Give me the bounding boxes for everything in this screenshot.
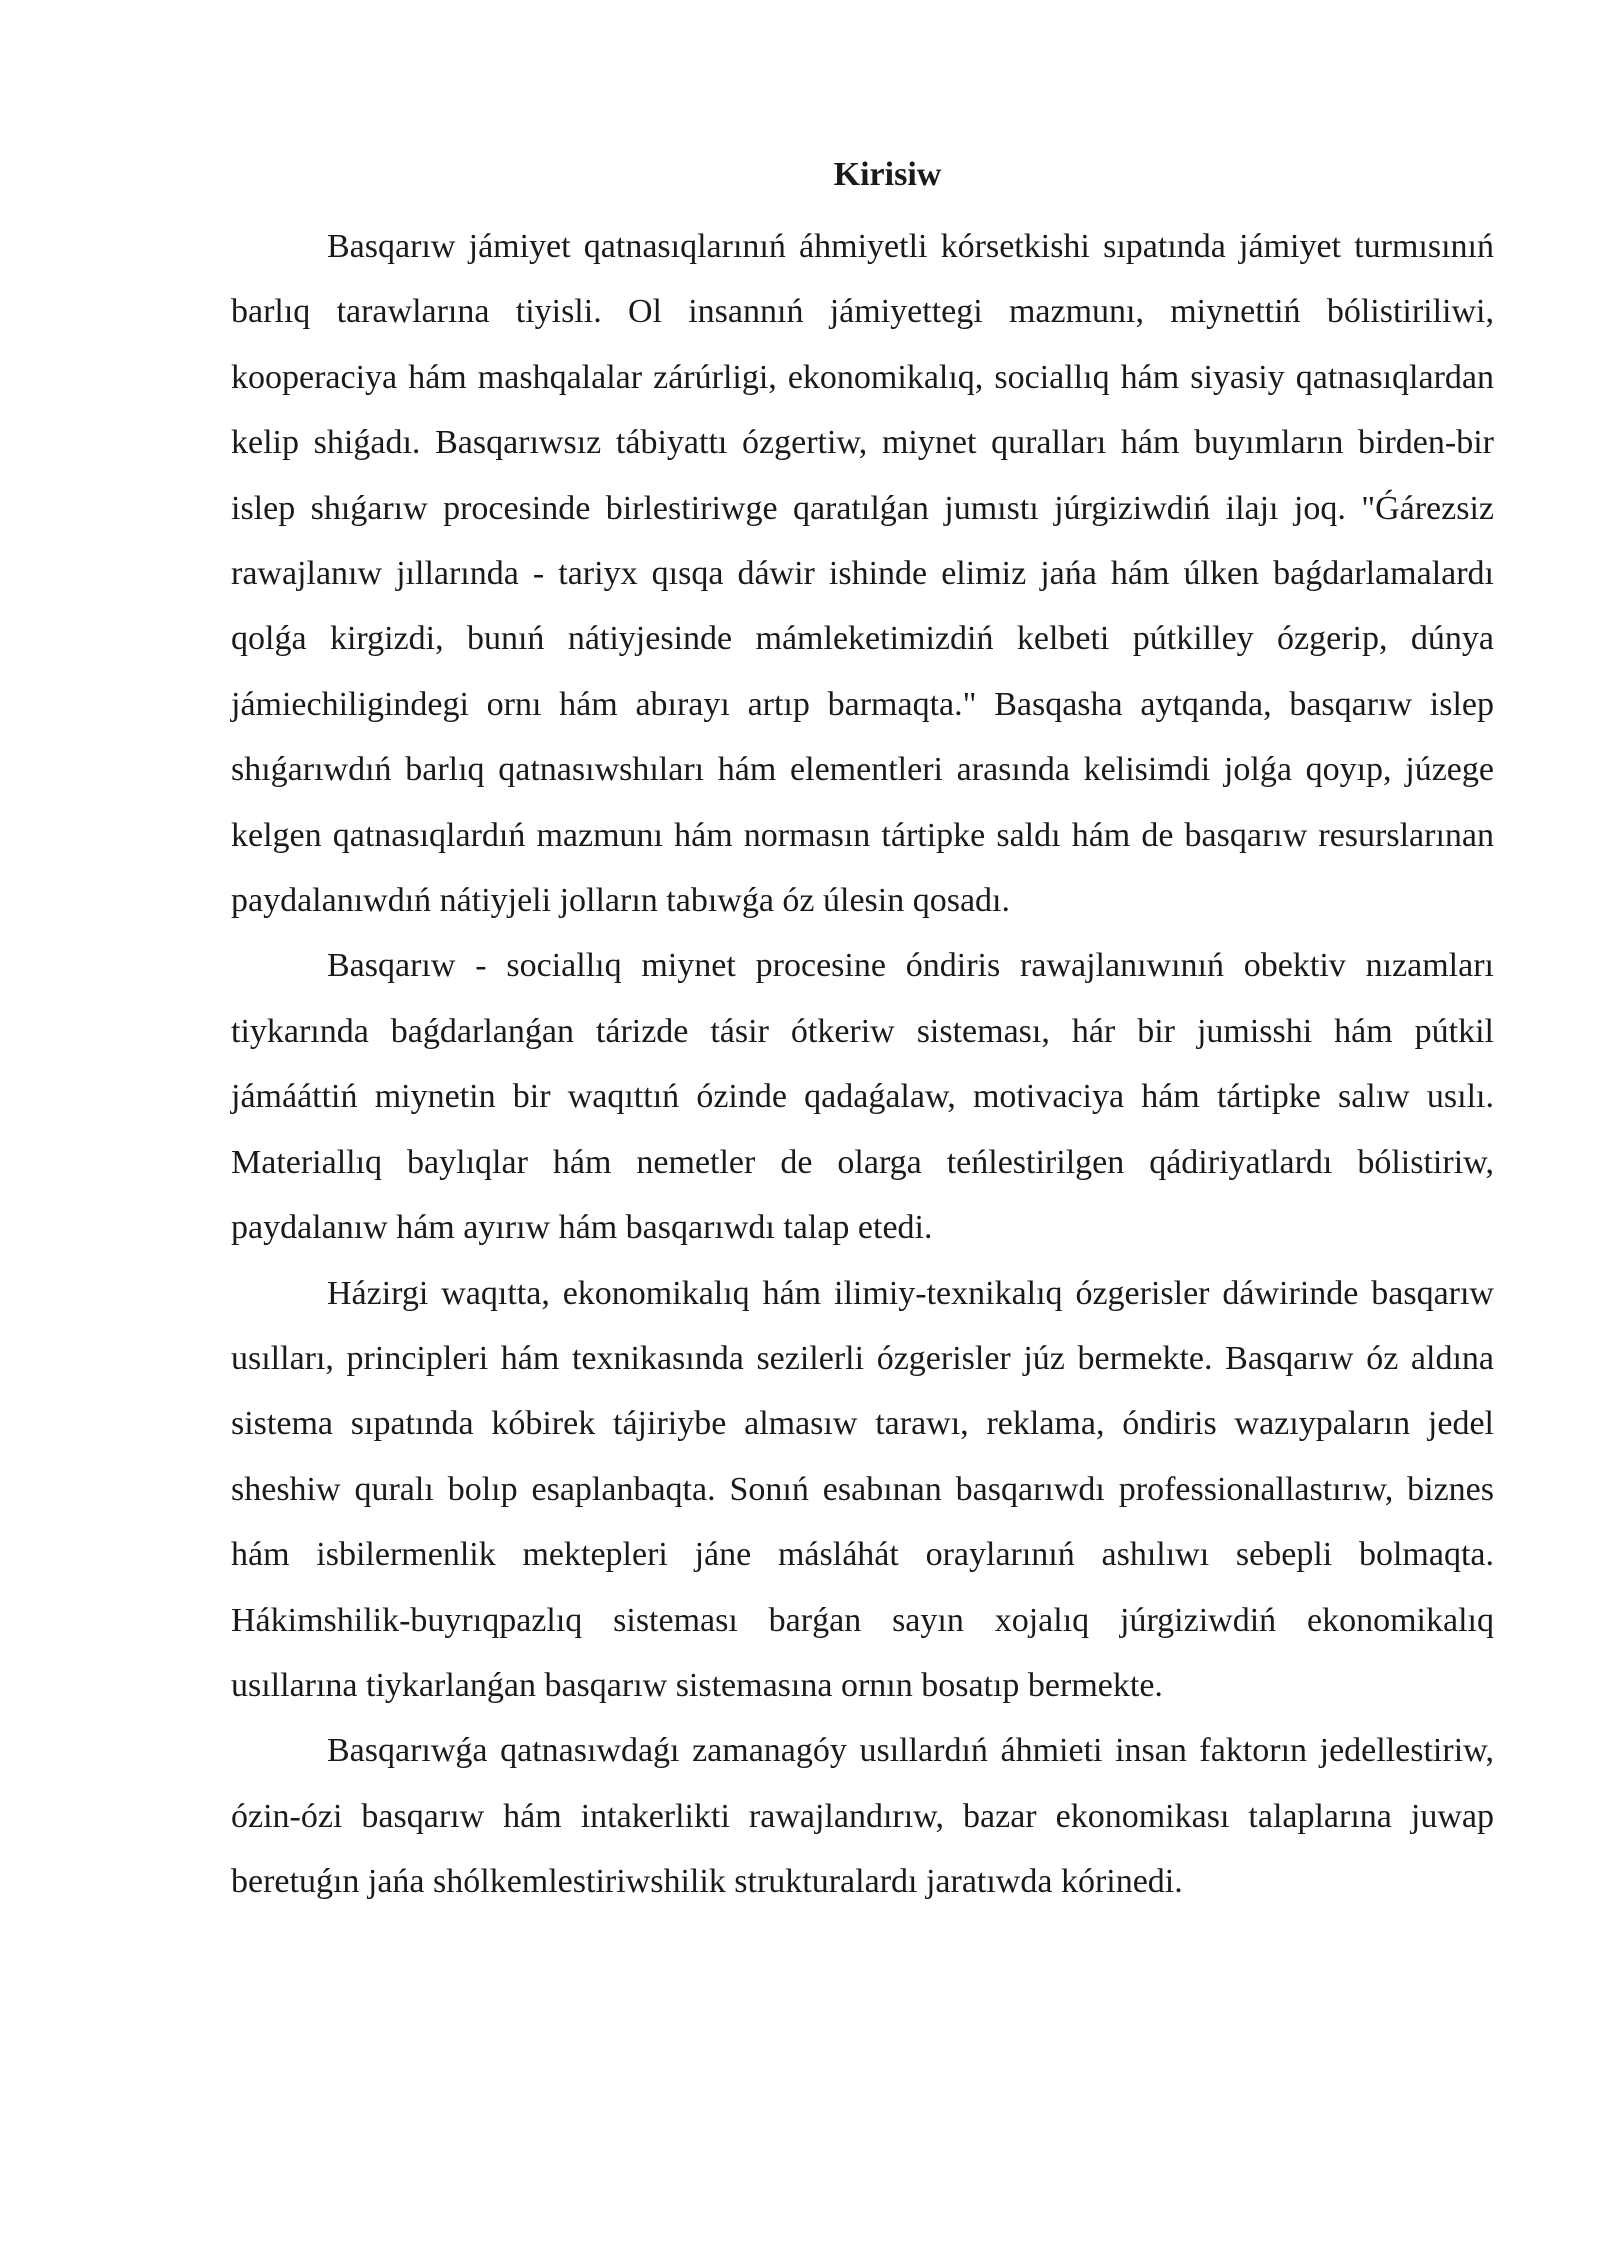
paragraph-1: Basqarıw jámiyet qatnasıqlarınıń áhmiyetli kórsetkishi sıpatında jámiyet turmısınıń barlıq tarawlarına tiyisli. Ol insannıń jámiyettegi mazmunı, miynettiń bólistiriliwi, kooperaciya hám mashqalalar zárúrligi, ekonomikalıq, sociallıq hám siyasiy qatnasıqlardan kelip shiǵadı. Basqarıwsız tábiyattı ózgertiw, miynet quralları hám buyımların birden-bir islep shıǵarıw procesinde birlestiriwge qaratılǵan jumıstı júrgiziwdiń ilajı joq. "Ǵárezsiz rawajlanıw jıllarında - tariyx qısqa dáwir ishinde elimiz jańa hám úlken baǵdarlamalardı qolǵa kirgizdi, bunıń nátiyjesinde mámleketimizdiń kelbeti pútkilley ózgerip, dúnya jámiechiligindegi ornı hám abırayı artıp barmaqta." Basqasha aytqanda, basqarıw islep shıǵarıwdıń barlıq qatnasıwshıları hám elementleri arasında kelisimdi jolǵa qoyıp, júzege kelgen qatnasıqlardıń mazmunı hám normasın tártipke saldı hám de basqarıw resurslarınan paydalanıwdıń nátiyjeli jolların tabıwǵa óz úlesin qosadı. xyxy=(231,228,1494,920)
document-page xyxy=(231,148,1494,1915)
paragraph-2: Basqarıw - sociallıq miynet procesine óndiris rawajlanıwınıń obektiv nızamları tiykarında baǵdarlanǵan tárizde tásir ótkeriw sisteması, hár bir jumisshi hám pútkil jámááttiń miynetin bir waqıttıń ózinde qadaǵalaw, motivaciya hám tártipke salıw usılı. Materiallıq baylıqlar hám nemetler de olarga teńlestirilgen qádiriyatlardı bólistiriw, paydalanıw hám ayırıw hám basqarıwdı talap etedi. xyxy=(231,947,1494,1247)
paragraph-4: Basqarıwǵa qatnasıwdaǵı zamanagóy usıllardıń áhmieti insan faktorın jedellestiriw, ózin-ózi basqarıw hám intakerlikti rawajlandırıw, bazar ekonomikası talaplarına juwap beretuǵın jańa shólkemlestiriwshilik strukturalardı jaratıwda kórinedi. xyxy=(231,1732,1494,1901)
document-title: Kirisiw xyxy=(833,156,942,193)
paragraph-3: Házirgi waqıtta, ekonomikalıq hám ilimiy-texnikalıq ózgerisler dáwirinde basqarıw usılları, principleri hám texnikasında sezilerli ózgerisler júz bermekte. Basqarıw óz aldına sistema sıpatında kóbirek tájiriybe almasıw tarawı, reklama, óndiris wazıypaların jedel sheshiw quralı bolıp esaplanbaqta. Sonıń esabınan basqarıwdı professionallastırıw, biznes hám isbilermenlik mektepleri jáne másláhát oraylarınıń ashılıwı sebepli bolmaqta. Hákimshilik-buyrıqpazlıq sisteması barǵan sayın xojalıq júrgiziwdiń ekonomikalıq usıllarına tiykarlanǵan basqarıw sistemasına ornın bosatıp bermekte. xyxy=(231,1274,1494,1704)
